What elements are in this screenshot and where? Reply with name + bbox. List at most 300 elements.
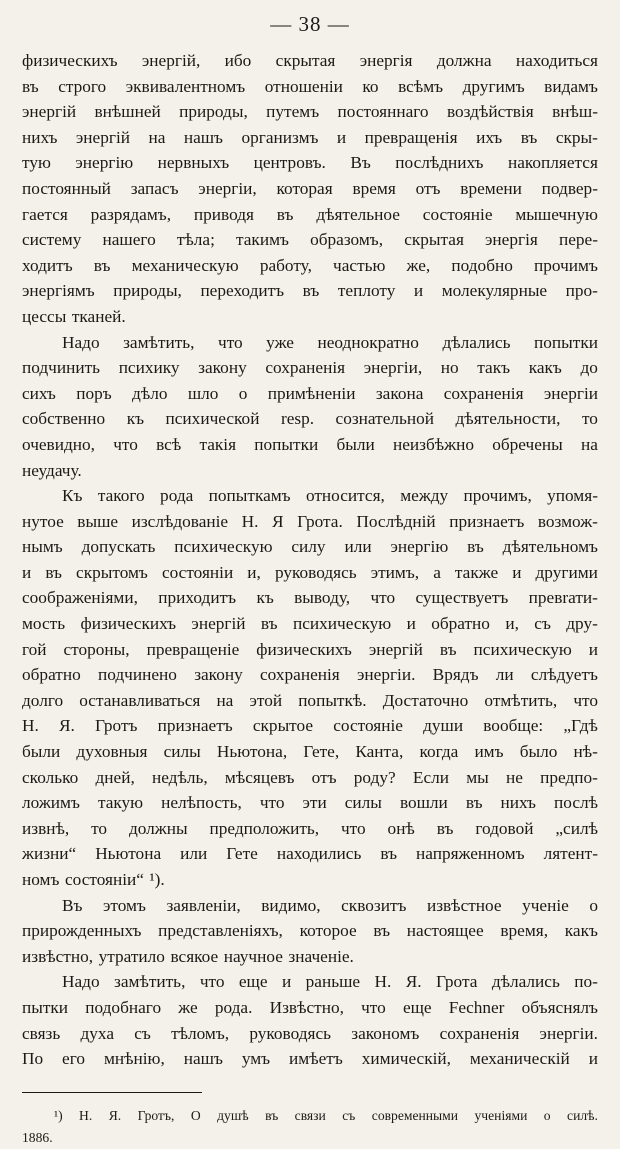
- text-line: [22, 867, 598, 893]
- word: соображеніями,: [22, 588, 138, 608]
- word: жизни“: [22, 844, 77, 864]
- footnote: [22, 1105, 598, 1149]
- word: съ: [342, 1107, 356, 1123]
- word: время,: [500, 921, 549, 941]
- word: постояннаго: [337, 102, 429, 122]
- word: и: [22, 562, 32, 582]
- word: заявленіи,: [166, 895, 241, 915]
- word: умъ: [241, 1049, 271, 1069]
- word: находиться: [515, 51, 598, 70]
- word: возмож-: [537, 511, 598, 531]
- word: что: [370, 588, 396, 608]
- word: и,: [247, 562, 261, 582]
- word: въ: [260, 614, 278, 634]
- word: отмѣтить,: [484, 690, 558, 710]
- word: строго: [58, 76, 107, 96]
- word: отношеніи: [264, 76, 343, 96]
- word: не: [505, 767, 523, 787]
- word: Я.: [405, 972, 422, 992]
- word: про-: [565, 281, 598, 301]
- text-line: [22, 688, 598, 714]
- word: центровъ.: [253, 153, 326, 173]
- word: запасъ: [130, 178, 179, 198]
- word: въ: [93, 255, 111, 275]
- word: Н.: [79, 1107, 93, 1123]
- word: примѣненіи: [267, 383, 356, 403]
- word: накопляется: [507, 153, 598, 173]
- word: номъ: [22, 870, 60, 889]
- word: ученіями: [474, 1107, 528, 1123]
- word: ученіе: [522, 895, 569, 915]
- word: неудачу.: [22, 460, 82, 480]
- footnote-line: [22, 1127, 598, 1149]
- word: подобнаго: [85, 997, 162, 1017]
- word: отъ: [311, 767, 337, 787]
- word: Достаточно: [382, 690, 469, 710]
- word: энергію: [75, 153, 134, 173]
- word: внѣш-: [552, 102, 598, 122]
- word: химическій,: [361, 1049, 451, 1069]
- word: состояніе: [422, 204, 493, 224]
- word: приводя: [193, 204, 254, 224]
- word: „Гдѣ: [563, 716, 598, 736]
- word: допускать: [81, 537, 156, 557]
- text-line: [22, 355, 598, 381]
- word: въ: [302, 281, 320, 301]
- word: должна: [436, 51, 492, 70]
- word: мѣсяцевъ: [224, 767, 295, 787]
- word: находились: [276, 844, 362, 864]
- word: о: [238, 383, 248, 403]
- word: другимъ: [462, 76, 525, 96]
- word: пере-: [558, 230, 598, 250]
- word: духа: [80, 1023, 115, 1043]
- word: извѣстно,: [22, 946, 94, 966]
- word: сихъ: [22, 383, 56, 403]
- word: къ: [126, 409, 145, 429]
- word: энергія: [485, 230, 538, 250]
- word: что: [113, 434, 138, 454]
- word: его: [62, 1049, 86, 1069]
- word: но: [440, 358, 459, 378]
- word: нымъ: [22, 537, 63, 557]
- text-line: [22, 74, 598, 100]
- word: попытки: [534, 332, 598, 352]
- word: ходитъ: [22, 255, 73, 275]
- word: энергій: [22, 102, 77, 122]
- word: мы: [466, 767, 489, 787]
- word: энергія: [359, 51, 413, 70]
- page-number: — 38 —: [270, 12, 350, 36]
- text-line: [22, 458, 598, 484]
- word: или: [344, 537, 372, 557]
- word: нелѣпость,: [161, 793, 242, 813]
- word: что: [340, 818, 366, 838]
- word: механическую: [131, 255, 239, 275]
- word: постоянный: [22, 178, 111, 198]
- word: дѣятельное: [316, 204, 400, 224]
- word: работу,: [259, 255, 312, 275]
- text-line: [22, 406, 598, 432]
- word: руководясь: [249, 1023, 332, 1043]
- text-line: [22, 1021, 598, 1047]
- word: въ: [467, 537, 484, 557]
- word: Гете,: [303, 742, 340, 762]
- text-line: [22, 918, 598, 944]
- word: онѣ: [387, 818, 415, 838]
- text-line: [22, 765, 598, 791]
- word: признаетъ: [157, 716, 233, 736]
- word: существуетъ: [415, 588, 509, 608]
- word: что: [218, 332, 243, 352]
- word: очевидно,: [22, 434, 95, 454]
- word: физическихъ: [80, 614, 177, 634]
- word: природы,: [113, 281, 182, 301]
- word: воздѣйствія: [446, 102, 534, 122]
- word: состояніе: [333, 716, 403, 736]
- word: душѣ: [217, 1107, 249, 1123]
- word: сохраненія: [265, 358, 346, 378]
- word: до: [580, 358, 598, 378]
- word: долго: [22, 690, 64, 710]
- word: тую: [22, 153, 51, 173]
- word: энергій: [191, 614, 246, 634]
- word: превращеніе: [146, 639, 240, 659]
- text-line: [22, 995, 598, 1021]
- word: уже: [266, 332, 294, 352]
- word: энергіи,: [198, 178, 257, 198]
- word: сохраненія: [439, 1023, 520, 1043]
- text-line: [22, 969, 598, 995]
- word: resp.: [280, 409, 315, 429]
- text-line: [22, 509, 598, 535]
- word: упомя-: [547, 486, 598, 506]
- word: подвер-: [541, 178, 598, 198]
- word: скрытая: [275, 51, 336, 70]
- word: нервныхъ: [157, 153, 230, 173]
- word: 1886.: [22, 1129, 53, 1145]
- word: Ньютона,: [216, 742, 288, 762]
- text-line: [22, 585, 598, 611]
- text-line: [22, 611, 598, 637]
- word: имѣетъ: [289, 1049, 343, 1069]
- word: о: [589, 895, 598, 915]
- word: нашъ: [183, 127, 223, 147]
- word: ли: [495, 665, 514, 685]
- word: закону: [194, 665, 243, 685]
- word: закону: [198, 358, 247, 378]
- word: нашего: [102, 230, 156, 250]
- word: съ: [134, 1023, 151, 1043]
- word: Н.: [374, 972, 392, 992]
- word: вообще:: [483, 716, 544, 736]
- word: относится,: [305, 486, 385, 506]
- word: Ньютона: [95, 844, 162, 864]
- word: попыткамъ: [208, 486, 291, 506]
- word: въ: [265, 1107, 279, 1123]
- text-line: [22, 48, 598, 74]
- word: ложимъ: [22, 793, 80, 813]
- word: обречены: [492, 434, 563, 454]
- word: Гротъ,: [137, 1107, 175, 1123]
- word: и: [336, 127, 347, 147]
- word: послѣднихъ: [395, 153, 484, 173]
- word: души: [423, 716, 464, 736]
- word: лятент-: [543, 844, 598, 864]
- word: послѣ: [554, 793, 598, 813]
- word: другими: [535, 562, 598, 582]
- word: неоднократно: [317, 332, 419, 352]
- word: дѣятельномъ: [502, 537, 598, 557]
- word: мышечную: [515, 204, 598, 224]
- word: силы: [163, 742, 201, 762]
- word: и: [512, 562, 522, 582]
- word: Грота.: [297, 511, 343, 531]
- word: въ: [436, 818, 454, 838]
- word: этомъ: [102, 895, 146, 915]
- word: предположить,: [209, 818, 320, 838]
- word: что: [573, 690, 598, 710]
- word: сознательной: [335, 409, 435, 429]
- word: физическихъ: [256, 639, 352, 659]
- word: психической: [165, 409, 260, 429]
- word: такъ: [477, 358, 511, 378]
- word: Послѣдній: [356, 511, 436, 531]
- word: превrати-: [528, 588, 598, 608]
- word: силу: [291, 537, 326, 557]
- word: еще: [238, 972, 268, 992]
- word: разрядамъ,: [90, 204, 172, 224]
- word: организмъ: [241, 127, 319, 147]
- word: въ: [520, 127, 538, 147]
- word: въ: [22, 76, 39, 96]
- word: на: [216, 690, 234, 710]
- word: научное: [223, 946, 283, 966]
- word: выше: [77, 511, 119, 531]
- word: энергію: [390, 537, 449, 557]
- text-line: [22, 304, 598, 330]
- word: связи: [294, 1107, 326, 1123]
- text-line: [22, 278, 598, 304]
- word: дѣлались: [442, 332, 511, 352]
- word: имъ: [474, 742, 504, 762]
- word: энергіи.: [539, 1023, 598, 1043]
- word: или: [180, 844, 208, 864]
- word: скрытая: [404, 230, 464, 250]
- word: этимъ,: [370, 562, 420, 582]
- text-line: [22, 637, 598, 663]
- word: гой: [22, 639, 47, 659]
- word: образомъ,: [310, 230, 384, 250]
- word: стороны,: [63, 639, 130, 659]
- word: какъ: [528, 358, 562, 378]
- word: нихъ: [22, 127, 58, 147]
- word: замѣтить,: [114, 972, 186, 992]
- text-line: [22, 662, 598, 688]
- word: къ: [256, 588, 274, 608]
- word: подчинено: [98, 665, 177, 685]
- word: Если: [412, 767, 449, 787]
- word: ко: [362, 76, 379, 96]
- word: же,: [406, 255, 431, 275]
- word: годовой: [475, 818, 534, 838]
- word: слѣдуетъ: [530, 665, 598, 685]
- word: должны: [128, 818, 188, 838]
- word: обратно: [22, 665, 81, 685]
- word: силы: [344, 793, 382, 813]
- word: силѣ.: [567, 1107, 598, 1123]
- word: Извѣстно,: [269, 997, 344, 1017]
- word: сколько: [22, 767, 79, 787]
- word: были: [336, 434, 375, 454]
- word: нихъ: [500, 793, 536, 813]
- word: ихъ: [476, 127, 503, 147]
- word: подчинить: [22, 358, 101, 378]
- word: на: [581, 434, 598, 454]
- word: такія: [199, 434, 237, 454]
- word: Я.: [108, 1107, 122, 1123]
- word: же: [178, 997, 198, 1017]
- word: механическій: [469, 1049, 570, 1069]
- footnote-line: [22, 1105, 598, 1127]
- word: О: [190, 1107, 201, 1123]
- word: состояніи: [161, 562, 234, 582]
- word: энергіи.: [356, 665, 416, 685]
- text-line: [22, 202, 598, 228]
- word: Грота: [436, 972, 478, 992]
- word: дней,: [95, 767, 135, 787]
- word: эти: [302, 793, 327, 813]
- word: всѣ: [156, 434, 182, 454]
- word: ¹).: [149, 870, 165, 889]
- word: тканей.: [71, 306, 126, 326]
- word: прочимъ: [534, 255, 598, 275]
- text-line: [22, 893, 598, 919]
- word: въ: [373, 921, 391, 941]
- word: по-: [574, 972, 598, 992]
- word: эквивалентномъ: [125, 76, 246, 96]
- word: энергіи,: [363, 358, 423, 378]
- word: такого: [97, 486, 145, 506]
- word: роду?: [353, 767, 396, 787]
- word: съ: [534, 614, 551, 634]
- word: такую: [97, 793, 144, 813]
- word: связь: [22, 1023, 61, 1043]
- word: Канта,: [355, 742, 404, 762]
- word: Я.: [58, 716, 75, 736]
- word: гается: [22, 204, 68, 224]
- text-line: [22, 253, 598, 279]
- word: психическую: [292, 614, 392, 634]
- word: мнѣнію,: [103, 1049, 165, 1069]
- word: въ: [380, 844, 398, 864]
- word: прирожденныхъ: [22, 921, 142, 941]
- word: въ: [276, 204, 294, 224]
- word: дѣятельности,: [455, 409, 561, 429]
- word: что: [361, 997, 386, 1017]
- word: времени: [460, 178, 522, 198]
- word: рода.: [214, 997, 253, 1017]
- word: время: [352, 178, 396, 198]
- word: видимо,: [261, 895, 321, 915]
- word: нашъ: [183, 1049, 223, 1069]
- word: теплоту: [337, 281, 396, 301]
- word: систему: [22, 230, 82, 250]
- word: физическихъ: [22, 51, 118, 70]
- word: останавливаться: [79, 690, 201, 710]
- word: тѣла;: [176, 230, 215, 250]
- word: и: [281, 972, 292, 992]
- text-line: [22, 534, 598, 560]
- word: еще: [402, 997, 432, 1017]
- word: то: [581, 409, 598, 429]
- body-text: [22, 48, 598, 1072]
- word: между: [400, 486, 449, 506]
- word: изслѣдованіе: [131, 511, 229, 531]
- word: Надо: [62, 972, 100, 992]
- word: поръ: [76, 383, 112, 403]
- word: и,: [505, 614, 519, 634]
- text-line: [22, 483, 598, 509]
- word: собственно: [22, 409, 106, 429]
- word: переходитъ: [200, 281, 285, 301]
- word: Въ: [62, 895, 83, 915]
- word: на: [148, 127, 166, 147]
- word: ибо: [224, 51, 252, 70]
- word: всякое: [170, 946, 219, 966]
- word: психическую: [174, 537, 273, 557]
- word: состояніи“: [64, 870, 144, 889]
- word: какъ: [564, 921, 598, 941]
- word: энергіямъ: [22, 281, 95, 301]
- word: частью: [333, 255, 386, 275]
- text-line: [22, 816, 598, 842]
- text-line: [22, 841, 598, 867]
- word: психику: [118, 358, 180, 378]
- word: энергій,: [141, 51, 201, 70]
- text-line: [22, 330, 598, 356]
- word: скры-: [555, 127, 598, 147]
- text-line: [22, 381, 598, 407]
- text-line: [22, 560, 598, 586]
- word: недѣль,: [151, 767, 208, 787]
- word: то: [91, 818, 108, 838]
- word: Fechner: [448, 997, 505, 1017]
- word: тѣломъ,: [171, 1023, 230, 1043]
- word: предпо-: [540, 767, 598, 787]
- word: сохраненія: [443, 383, 524, 403]
- word: что: [199, 972, 225, 992]
- word: которое: [299, 921, 357, 941]
- word: значеніе.: [288, 946, 354, 966]
- word: энергій: [75, 127, 130, 147]
- word: По: [22, 1049, 44, 1069]
- word: молекулярные: [441, 281, 548, 301]
- word: въ: [439, 639, 457, 659]
- word: неизбѣжно: [392, 434, 474, 454]
- word: закона: [375, 383, 424, 403]
- word: внѣшней: [94, 102, 161, 122]
- word: когда: [419, 742, 459, 762]
- word: прочимъ,: [463, 486, 532, 506]
- word: духовныя: [76, 742, 148, 762]
- word: всѣмъ: [398, 76, 444, 96]
- word: энергіи: [543, 383, 598, 403]
- word: объяснялъ: [521, 997, 598, 1017]
- text-line: [22, 227, 598, 253]
- word: въ: [45, 562, 62, 582]
- word: извѣстное: [426, 895, 502, 915]
